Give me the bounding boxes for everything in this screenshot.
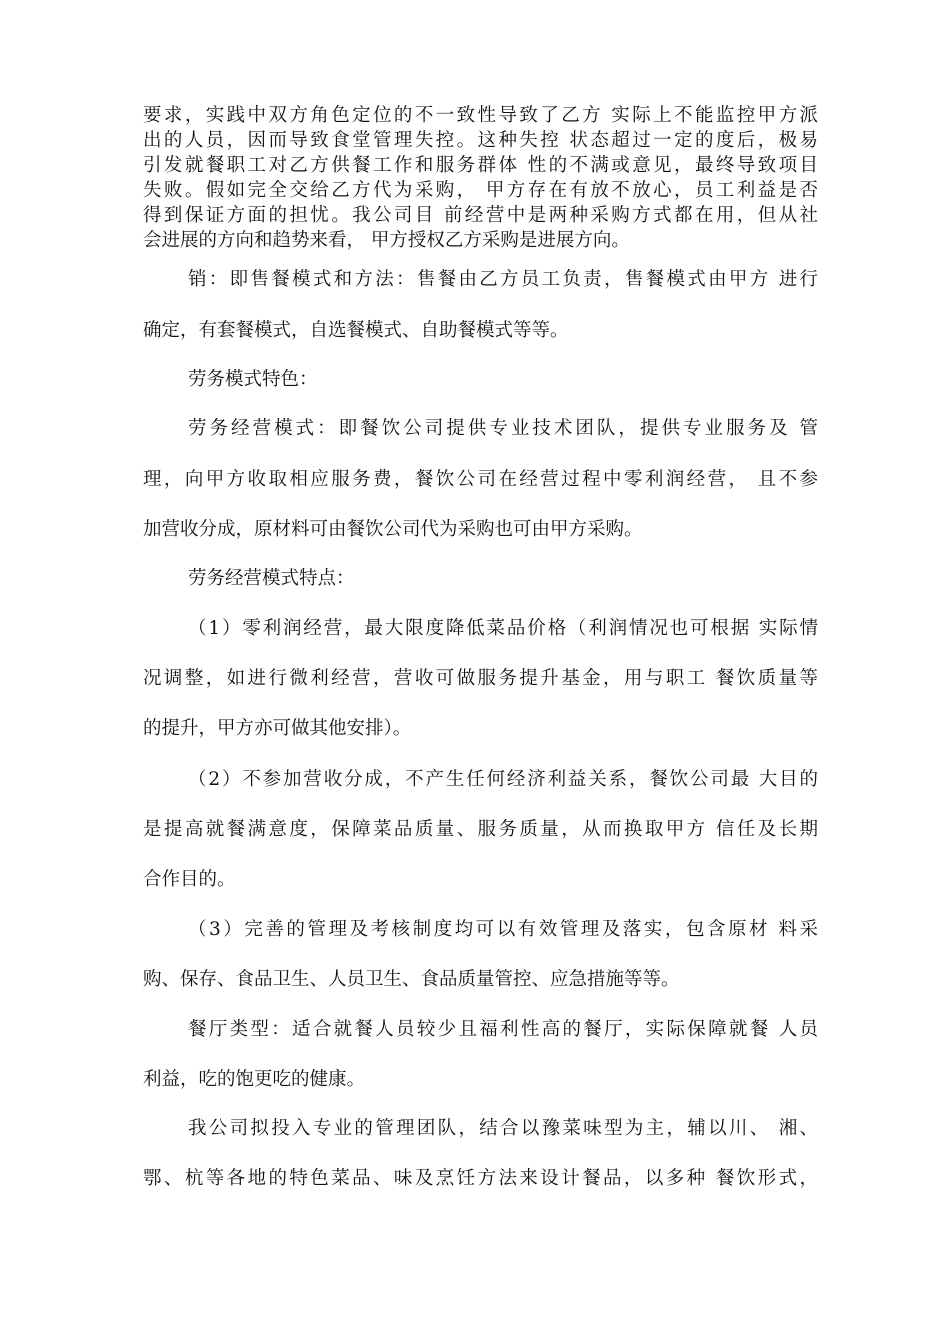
paragraph-3-line-2: 理，向甲方收取相应服务费，餐饮公司在经营过程中零利润经营， 且不参 [143,469,818,490]
paragraph-3-line-3: 加营收分成，原材料可由餐饮公司代为采购也可由甲方采购。 [143,519,643,540]
paragraph-1-line-1: 要求，实践中双方角色定位的不一致性导致了乙方 实际上不能监控甲方派 [143,105,818,126]
item-2-line-1: （2）不参加营收分成，不产生任何经济利益关系，餐饮公司最 大目的 [188,769,818,790]
heading-labor-mode-characteristics: 劳务经营模式特点： [188,568,355,589]
paragraph-5-line-1: 我公司拟投入专业的管理团队，结合以豫菜味型为主，辅以川、 湘、 [188,1118,818,1139]
item-1-line-1: （1）零利润经营，最大限度降低菜品价格（利润情况也可根据 实际情 [188,618,818,639]
paragraph-3-line-1: 劳务经营模式：即餐饮公司提供专业技术团队，提供专业服务及 管 [188,418,818,439]
paragraph-1-line-3: 引发就餐职工对乙方供餐工作和服务群体 性的不满或意见，最终导致项目 [143,155,818,176]
heading-labor-mode-features: 劳务模式特色： [188,369,318,390]
item-1-line-3: 的提升，甲方亦可做其他安排）。 [143,718,412,739]
paragraph-2-line-2: 确定，有套餐模式，自选餐模式、自助餐模式等等。 [143,320,569,341]
paragraph-1-line-6: 会进展的方向和趋势来看， 甲方授权乙方采购是进展方向。 [143,230,630,251]
paragraph-2-line-1: 销：即售餐模式和方法：售餐由乙方员工负责，售餐模式由甲方 进行 [188,269,818,290]
item-3-line-1: （3）完善的管理及考核制度均可以有效管理及落实，包含原材 料采 [188,919,818,940]
paragraph-5-line-2: 鄂、杭等各地的特色菜品、味及烹饪方法来设计餐品，以多种 餐饮形式， [143,1168,818,1189]
paragraph-4-line-1: 餐厅类型：适合就餐人员较少且福利性高的餐厅，实际保障就餐 人员 [188,1019,818,1040]
paragraph-4-line-2: 利益，吃的饱更吃的健康。 [143,1069,366,1090]
item-1-line-2: 况调整，如进行微利经营，营收可做服务提升基金，用与职工 餐饮质量等 [143,668,818,689]
paragraph-1-line-4: 失败。假如完全交给乙方代为采购， 甲方存在有放不放心，员工利益是否 [143,180,818,201]
item-3-line-2: 购、保存、食品卫生、人员卫生、食品质量管控、应急措施等等。 [143,969,680,990]
item-2-line-2: 是提高就餐满意度，保障菜品质量、服务质量，从而换取甲方 信任及长期 [143,819,818,840]
item-2-line-3: 合作目的。 [143,869,236,890]
paragraph-1-line-2: 出的人员，因而导致食堂管理失控。这种失控 状态超过一定的度后，极易 [143,130,818,151]
paragraph-1-line-5: 得到保证方面的担忧。我公司目 前经营中是两种采购方式都在用，但从社 [143,205,818,226]
